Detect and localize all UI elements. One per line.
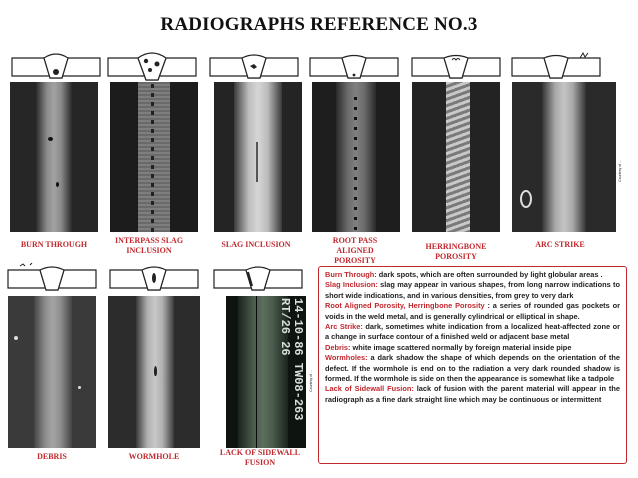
weld-cross-section-burn-through-icon <box>10 50 102 82</box>
definition-item <box>325 280 620 301</box>
definitions-panel <box>318 266 627 464</box>
definition-text: dark spots, which are often surrounded by light globular areas . <box>376 270 603 279</box>
definition-item <box>325 384 620 405</box>
definition-text: dark, sometimes white indication from a localized heat-affected zone or a change in surface contour of a finished weld or adjacent base metal <box>325 322 620 342</box>
caption-wormhole: WORMHOLE <box>128 452 180 461</box>
radiograph-lack-sidewall-fusion <box>226 296 306 448</box>
weld-cross-section-slag-inclusion-icon <box>208 50 300 82</box>
caption-debris: DEBRIS <box>37 452 67 461</box>
definition-item <box>325 353 620 384</box>
definition-term: Slag Inclusion: <box>325 280 378 290</box>
caption-herringbone: HERRINGBONE POROSITY <box>425 242 487 261</box>
credit-bottom-mid: Courtesy of ... <box>309 370 313 392</box>
definition-term: Debris: <box>325 342 351 352</box>
definition-item <box>325 270 620 280</box>
radiograph-debris <box>8 296 96 448</box>
definition-term: Lack of Sidewall Fusion: <box>325 384 414 394</box>
credit-top-right: Courtesy of ... <box>618 160 622 182</box>
caption-lack-sidewall: LACK OF SIDEWALL FUSION <box>219 448 301 467</box>
caption-interpass-slag: INTERPASS SLAG INCLUSION <box>114 236 184 255</box>
caption-arc-strike: ARC STRIKE <box>535 240 585 249</box>
definition-term: Root Aligned Porosity, Herringbone Porosity <box>325 301 485 311</box>
radiograph-wormhole <box>108 296 200 448</box>
weld-cross-section-lack-sidewall-icon <box>212 262 304 294</box>
caption-root-pass: ROOT PASS ALIGNED POROSITY <box>332 236 378 265</box>
radiograph-herringbone-porosity <box>412 82 500 232</box>
definition-text: a dark shadow the shape of which depends on the orientation of the defect. If the wormhole is end on to the radiation a very dark rounded shadow is formed. If the wormhole is side on then the appearance is somewhat like a tadpole <box>325 353 620 384</box>
page-title: RADIOGRAPHS REFERENCE NO.3 <box>160 14 478 35</box>
weld-cross-section-herringbone-icon <box>410 50 502 82</box>
radiograph-slag-inclusion <box>214 82 302 232</box>
definition-item <box>325 322 620 343</box>
caption-slag-inclusion: SLAG INCLUSION <box>221 240 291 249</box>
caption-burn-through: BURN THROUGH <box>20 240 88 249</box>
radiograph-arc-strike <box>512 82 616 232</box>
radiograph-burn-through <box>10 82 98 232</box>
radiograph-interpass-slag <box>110 82 198 232</box>
weld-cross-section-debris-icon <box>6 262 98 294</box>
definition-text: white image scattered normally by foreign material inside pipe <box>350 342 572 352</box>
definition-item <box>325 301 620 322</box>
definition-text: lack of fusion with the parent material will appear in the radiograph as a fine dark straight line which may be continuous or intermittent <box>325 384 620 404</box>
weld-cross-section-arc-strike-icon <box>510 50 602 82</box>
definition-item <box>325 343 620 353</box>
definition-text: slag may appear in various shapes, from long narrow indications to short wide indications, and in various densities, from grey to very dark <box>325 280 620 300</box>
definition-term: Wormholes: <box>325 353 368 363</box>
radiograph-root-pass-porosity <box>312 82 400 232</box>
weld-cross-section-root-pass-icon <box>308 50 400 82</box>
weld-cross-section-interpass-slag-icon <box>106 50 198 82</box>
definition-text: : a series of rounded gas pockets or voids in the weld metal, and is generally cylindrical or elliptical in shape. <box>325 301 620 321</box>
definition-term: Burn Through: <box>325 270 377 279</box>
definition-term: Arc Strike: <box>325 322 363 332</box>
weld-cross-section-wormhole-icon <box>108 262 200 294</box>
film-marking: 14-10-86 TW08-263 RT/26 26 <box>278 298 305 421</box>
